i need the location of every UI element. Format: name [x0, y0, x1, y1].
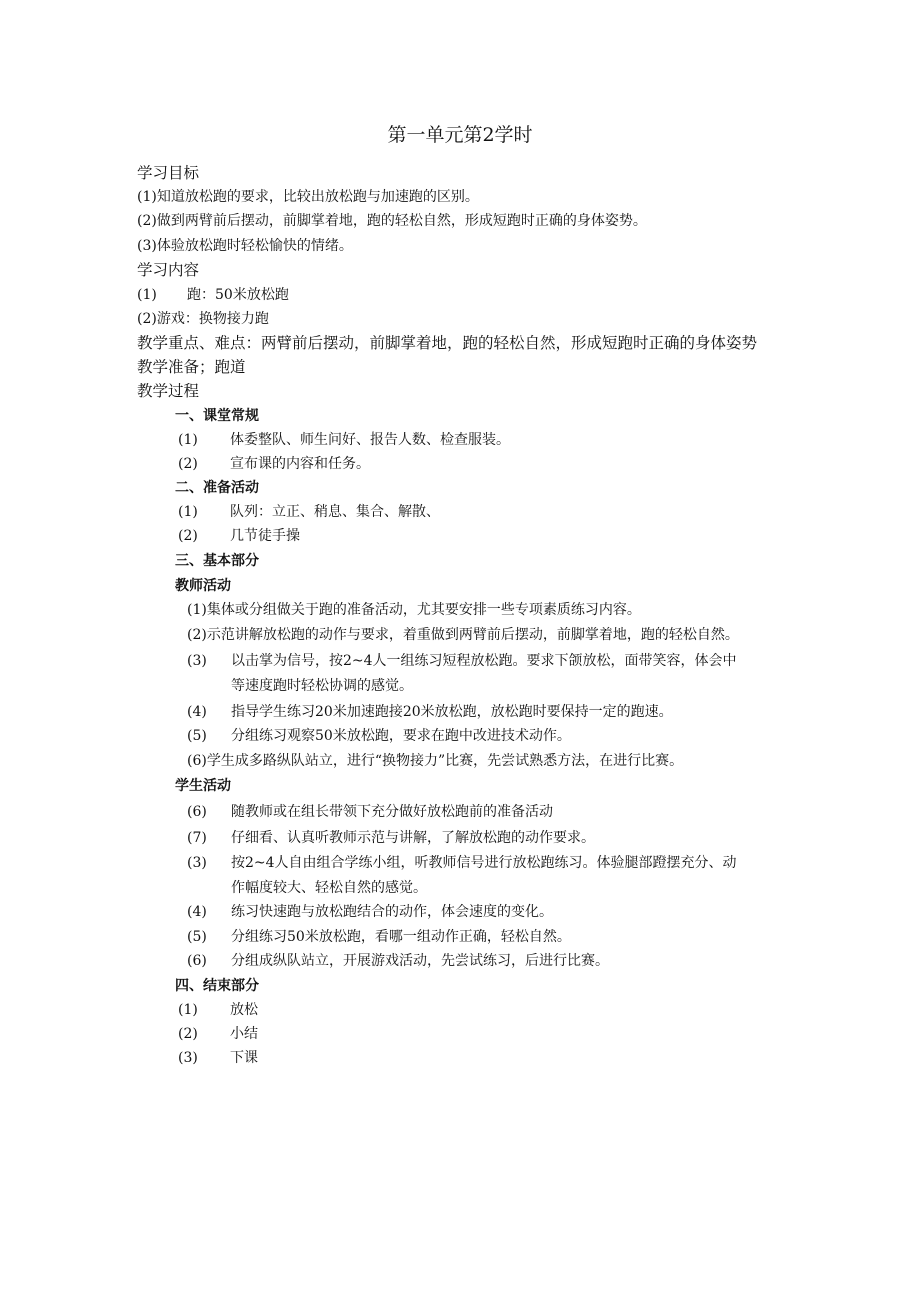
objective-item: (2)做到两臂前后摆动，前脚掌着地，跑的轻松自然，形成短跑时正确的身体姿势。 [137, 213, 647, 229]
item-number: (5) [187, 728, 207, 744]
item-text: 练习快速跑与放松跑结合的动作，体会速度的变化。 [231, 904, 553, 920]
item-text: 跑：50米放松跑 [187, 287, 289, 303]
student-activity-item-continued: 作幅度较大、轻松自然的感觉。 [231, 880, 427, 896]
item-text: 按2~4人自由组合学练小组，听教师信号进行放松跑练习。体验腿部蹬摆充分、动 [231, 855, 737, 871]
routine-heading: 一、课堂常规 [175, 408, 259, 424]
content-heading: 学习内容 [137, 261, 200, 279]
student-activity-heading: 学生活动 [175, 778, 231, 794]
objective-item: (3)体验放松跑时轻松愉快的情绪。 [137, 238, 353, 254]
preparation: 教学准备；跑道 [137, 358, 246, 376]
key-points: 教学重点、难点：两臂前后摆动，前脚掌着地，跑的轻松自然，形成短跑时正确的身体姿势 [137, 334, 758, 352]
item-number: (1) [178, 1002, 198, 1018]
item-text: 放松 [230, 1002, 258, 1018]
item-number: (3) [187, 855, 207, 871]
item-text: 体委整队、师生问好、报告人数、检查服装。 [230, 432, 510, 448]
teacher-activity-item: (2)示范讲解放松跑的动作与要求，着重做到两臂前后摆动，前脚掌着地，跑的轻松自然。 [187, 627, 739, 643]
item-text: 小结 [230, 1026, 258, 1042]
teacher-activity-item: (1)集体或分组做关于跑的准备活动，尤其要安排一些专项素质练习内容。 [187, 602, 641, 618]
item-text: 以击掌为信号，按2~4人一组练习短程放松跑。要求下颌放松，面带笑容，体会中 [231, 653, 737, 669]
item-number: (2) [178, 456, 198, 472]
teacher-activity-item-continued: 等速度跑时轻松协调的感觉。 [231, 678, 413, 694]
item-text: 几节徒手操 [230, 528, 300, 544]
item-number: (1) [178, 432, 198, 448]
item-number: (3) [178, 1050, 198, 1066]
process-heading: 教学过程 [137, 382, 200, 400]
item-number: (1) [137, 287, 157, 303]
ending-heading: 四、结束部分 [175, 978, 259, 994]
item-number: (2) [178, 528, 198, 544]
item-number: (1) [178, 504, 198, 520]
item-number: (5) [187, 929, 207, 945]
warmup-heading: 二、准备活动 [175, 480, 259, 496]
item-text: 分组成纵队站立，开展游戏活动，先尝试练习，后进行比赛。 [231, 953, 609, 969]
item-text: 分组练习50米放松跑，看哪一组动作正确，轻松自然。 [231, 929, 571, 945]
item-number: (3) [187, 653, 207, 669]
teacher-activity-heading: 教师活动 [175, 578, 231, 594]
item-text: 队列：立正、稍息、集合、解散、 [230, 504, 440, 520]
item-text: 仔细看、认真听教师示范与讲解，了解放松跑的动作要求。 [231, 830, 595, 846]
item-text: 分组练习观察50米放松跑，要求在跑中改进技术动作。 [231, 728, 571, 744]
item-text: 随教师或在组长带领下充分做好放松跑前的准备活动 [231, 804, 553, 820]
item-text: 指导学生练习20米加速跑接20米放松跑，放松跑时要保持一定的跑速。 [231, 704, 673, 720]
content-item: (2)游戏：换物接力跑 [137, 311, 269, 327]
item-number: (6) [187, 953, 207, 969]
item-text: 下课 [230, 1050, 258, 1066]
item-number: (7) [187, 830, 207, 846]
item-number: (2) [178, 1026, 198, 1042]
teacher-activity-item: (6)学生成多路纵队站立，进行“换物接力”比赛，先尝试熟悉方法，在进行比赛。 [187, 753, 684, 769]
basic-heading: 三、基本部分 [175, 553, 259, 569]
page-title: 第一单元第2学时 [387, 124, 533, 146]
item-number: (6) [187, 804, 207, 820]
objectives-heading: 学习目标 [137, 164, 200, 182]
item-number: (4) [187, 704, 207, 720]
item-text: 宣布课的内容和任务。 [230, 456, 370, 472]
objective-item: (1)知道放松跑的要求，比较出放松跑与加速跑的区别。 [137, 189, 479, 205]
item-number: (4) [187, 904, 207, 920]
